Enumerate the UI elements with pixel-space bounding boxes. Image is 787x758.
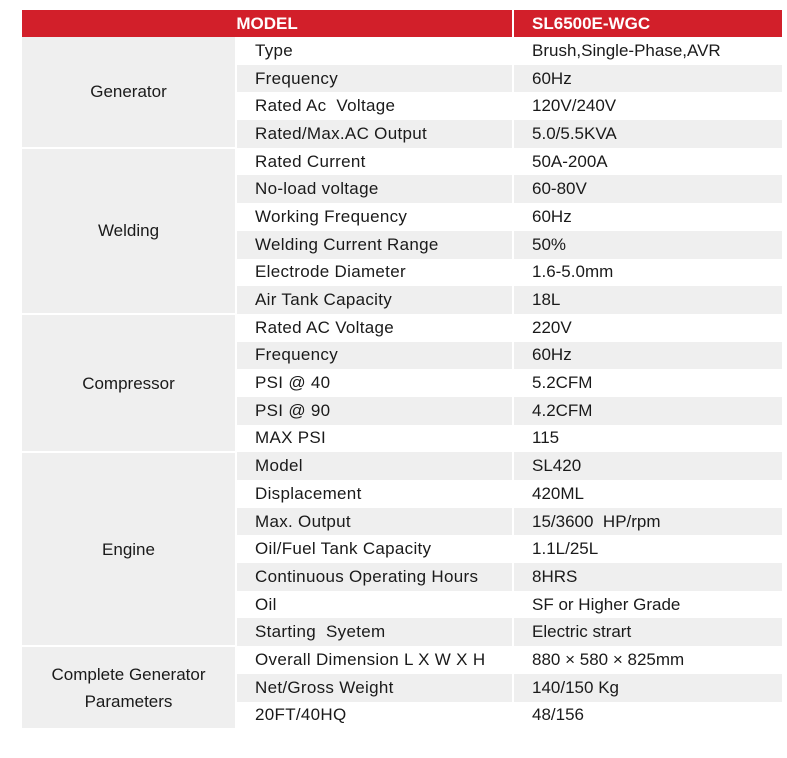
spec-value: 4.2CFM (513, 397, 782, 425)
spec-label: Frequency (236, 65, 513, 93)
spec-value: 50% (513, 231, 782, 259)
spec-label: Rated AC Voltage (236, 314, 513, 342)
spec-label: Rated/Max.AC Output (236, 120, 513, 148)
spec-value: 60-80V (513, 175, 782, 203)
spec-label: Starting Syetem (236, 618, 513, 646)
spec-value: 120V/240V (513, 92, 782, 120)
spec-row (22, 148, 782, 176)
spec-label: PSI @ 90 (236, 397, 513, 425)
model-value: SL6500E-WGC (513, 10, 782, 37)
spec-row (22, 37, 782, 65)
spec-value: 420ML (513, 480, 782, 508)
spec-body (22, 37, 782, 729)
group-name: Complete Generator Parameters (22, 646, 236, 729)
spec-label: Rated Ac Voltage (236, 92, 513, 120)
spec-label: Frequency (236, 342, 513, 370)
spec-value: 115 (513, 425, 782, 453)
spec-label: Displacement (236, 480, 513, 508)
spec-row (22, 314, 782, 342)
spec-value: 5.0/5.5KVA (513, 120, 782, 148)
spec-value: SL420 (513, 452, 782, 480)
spec-value: 50A-200A (513, 148, 782, 176)
spec-label: PSI @ 40 (236, 369, 513, 397)
spec-label: Air Tank Capacity (236, 286, 513, 314)
spec-value: 1.6-5.0mm (513, 259, 782, 287)
spec-label: 20FT/40HQ (236, 702, 513, 730)
spec-value: 60Hz (513, 203, 782, 231)
spec-value: 220V (513, 314, 782, 342)
spec-value: 60Hz (513, 342, 782, 370)
spec-label: Net/Gross Weight (236, 674, 513, 702)
model-label: MODEL (22, 10, 513, 37)
spec-label: No-load voltage (236, 175, 513, 203)
spec-value: 18L (513, 286, 782, 314)
spec-label: Electrode Diameter (236, 259, 513, 287)
spec-value: 140/150 Kg (513, 674, 782, 702)
spec-label: MAX PSI (236, 425, 513, 453)
spec-value: 8HRS (513, 563, 782, 591)
spec-label: Rated Current (236, 148, 513, 176)
spec-label: Max. Output (236, 508, 513, 536)
group-name: Welding (22, 148, 236, 314)
spec-label: Oil/Fuel Tank Capacity (236, 535, 513, 563)
spec-row (22, 646, 782, 674)
spec-value: Brush,Single-Phase,AVR (513, 37, 782, 65)
spec-label: Continuous Operating Hours (236, 563, 513, 591)
spec-value: 48/156 (513, 702, 782, 730)
group-name: Compressor (22, 314, 236, 452)
header-row (22, 10, 782, 37)
spec-label: Welding Current Range (236, 231, 513, 259)
group-name: Generator (22, 37, 236, 148)
spec-label: Model (236, 452, 513, 480)
spec-label: Overall Dimension L X W X H (236, 646, 513, 674)
spec-value: 1.1L/25L (513, 535, 782, 563)
spec-label: Working Frequency (236, 203, 513, 231)
group-name: Engine (22, 452, 236, 646)
spec-value: Electric strart (513, 618, 782, 646)
spec-row (22, 452, 782, 480)
spec-value: SF or Higher Grade (513, 591, 782, 619)
spec-table (22, 10, 782, 730)
spec-value: 880 × 580 × 825mm (513, 646, 782, 674)
spec-value: 5.2CFM (513, 369, 782, 397)
spec-label: Oil (236, 591, 513, 619)
spec-label: Type (236, 37, 513, 65)
spec-value: 15/3600 HP/rpm (513, 508, 782, 536)
spec-value: 60Hz (513, 65, 782, 93)
